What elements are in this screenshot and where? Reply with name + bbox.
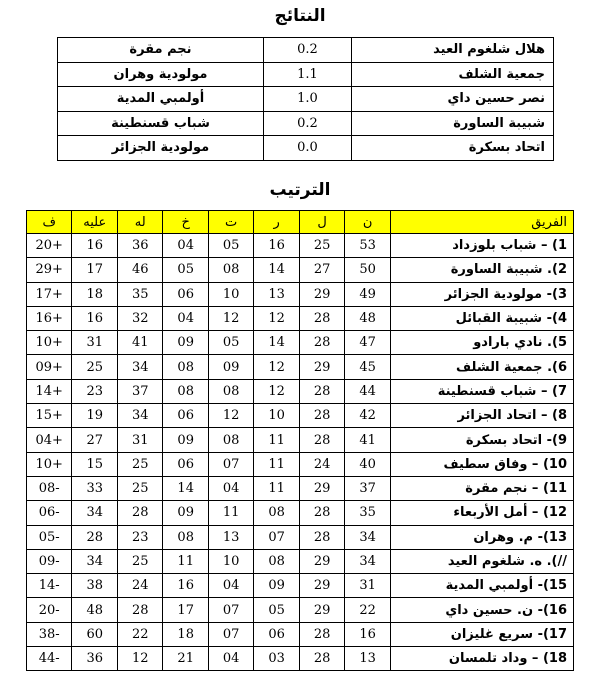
cell-goals-for: 23 <box>117 525 162 549</box>
standings-table <box>26 210 574 671</box>
cell-played: 29 <box>299 574 344 598</box>
cell-wins: 08 <box>254 549 299 573</box>
cell-goals-against: 48 <box>72 598 117 622</box>
cell-goals-against: 38 <box>72 574 117 598</box>
cell-losses: 09 <box>163 428 208 452</box>
cell-wins: 16 <box>254 234 299 258</box>
cell-losses: 08 <box>163 525 208 549</box>
cell-wins: 08 <box>254 501 299 525</box>
result-row <box>58 38 554 63</box>
cell-losses: 14 <box>163 476 208 500</box>
standings-row <box>27 525 574 549</box>
cell-points: 45 <box>345 355 390 379</box>
cell-team: 4)- شبيبة القبائل <box>390 306 573 330</box>
cell-draws: 04 <box>208 476 253 500</box>
cell-goals-for: 34 <box>117 355 162 379</box>
cell-goal-diff: 08- <box>27 476 72 500</box>
cell-goal-diff: 10+ <box>27 331 72 355</box>
cell-team: 15)- أولمبي المدية <box>390 574 573 598</box>
standings-row <box>27 234 574 258</box>
header-goal-diff: ف <box>27 211 72 234</box>
standings-row <box>27 331 574 355</box>
cell-goal-diff: 14- <box>27 574 72 598</box>
away-team: أولمبي المدية <box>58 87 264 112</box>
cell-team: 10) – وفاق سطيف <box>390 452 573 476</box>
cell-goal-diff: 09- <box>27 549 72 573</box>
cell-team: 5). نادي بارادو <box>390 331 573 355</box>
standings-row <box>27 258 574 282</box>
header-goals-against: عليه <box>72 211 117 234</box>
standings-title: الترتيب <box>269 180 331 200</box>
standings-row <box>27 574 574 598</box>
cell-losses: 04 <box>163 234 208 258</box>
cell-goals-against: 17 <box>72 258 117 282</box>
cell-losses: 09 <box>163 331 208 355</box>
home-team: نصر حسين داي <box>352 87 554 112</box>
cell-goal-diff: 10+ <box>27 452 72 476</box>
cell-wins: 03 <box>254 647 299 671</box>
cell-losses: 21 <box>163 647 208 671</box>
cell-wins: 06 <box>254 622 299 646</box>
cell-losses: 18 <box>163 622 208 646</box>
cell-goals-against: 23 <box>72 379 117 403</box>
cell-played: 29 <box>299 598 344 622</box>
cell-played: 24 <box>299 452 344 476</box>
cell-draws: 08 <box>208 258 253 282</box>
match-score: 0.2 <box>264 111 352 136</box>
cell-wins: 05 <box>254 598 299 622</box>
cell-team: 12) – أمل الأربعاء <box>390 501 573 525</box>
cell-played: 25 <box>299 234 344 258</box>
cell-wins: 13 <box>254 282 299 306</box>
cell-goals-against: 60 <box>72 622 117 646</box>
cell-played: 29 <box>299 282 344 306</box>
home-team: جمعية الشلف <box>352 62 554 87</box>
cell-wins: 10 <box>254 404 299 428</box>
cell-played: 28 <box>299 379 344 403</box>
standings-row <box>27 549 574 573</box>
cell-draws: 07 <box>208 598 253 622</box>
cell-goals-against: 15 <box>72 452 117 476</box>
cell-goals-for: 37 <box>117 379 162 403</box>
cell-points: 22 <box>345 598 390 622</box>
cell-goals-for: 41 <box>117 331 162 355</box>
result-row <box>58 62 554 87</box>
cell-wins: 12 <box>254 379 299 403</box>
home-team: هلال شلغوم العيد <box>352 38 554 63</box>
standings-row <box>27 476 574 500</box>
header-losses: خ <box>163 211 208 234</box>
cell-draws: 11 <box>208 501 253 525</box>
cell-goals-against: 18 <box>72 282 117 306</box>
standings-row <box>27 428 574 452</box>
cell-losses: 08 <box>163 379 208 403</box>
cell-wins: 11 <box>254 452 299 476</box>
cell-points: 44 <box>345 379 390 403</box>
cell-goals-against: 25 <box>72 355 117 379</box>
cell-played: 27 <box>299 258 344 282</box>
cell-goals-against: 36 <box>72 647 117 671</box>
cell-wins: 12 <box>254 355 299 379</box>
cell-goal-diff: 20+ <box>27 234 72 258</box>
cell-team: 8) – اتحاد الجزائر <box>390 404 573 428</box>
cell-goals-against: 31 <box>72 331 117 355</box>
cell-points: 31 <box>345 574 390 598</box>
cell-goal-diff: 38- <box>27 622 72 646</box>
cell-points: 35 <box>345 501 390 525</box>
cell-wins: 12 <box>254 306 299 330</box>
cell-played: 28 <box>299 647 344 671</box>
cell-wins: 11 <box>254 476 299 500</box>
cell-draws: 04 <box>208 647 253 671</box>
cell-goals-for: 31 <box>117 428 162 452</box>
cell-played: 29 <box>299 549 344 573</box>
cell-team: 11) – نجم مقرة <box>390 476 573 500</box>
standings-row <box>27 306 574 330</box>
header-played: ل <box>299 211 344 234</box>
result-row <box>58 87 554 112</box>
cell-points: 41 <box>345 428 390 452</box>
cell-goal-diff: 14+ <box>27 379 72 403</box>
cell-draws: 12 <box>208 306 253 330</box>
cell-losses: 06 <box>163 452 208 476</box>
cell-goal-diff: 44- <box>27 647 72 671</box>
home-team: شبيبة الساورة <box>352 111 554 136</box>
cell-points: 49 <box>345 282 390 306</box>
standings-header-row <box>27 211 574 234</box>
cell-losses: 16 <box>163 574 208 598</box>
cell-goal-diff: 05- <box>27 525 72 549</box>
cell-wins: 09 <box>254 574 299 598</box>
cell-goals-for: 25 <box>117 476 162 500</box>
cell-points: 37 <box>345 476 390 500</box>
cell-goals-against: 28 <box>72 525 117 549</box>
cell-losses: 11 <box>163 549 208 573</box>
header-goals-for: له <box>117 211 162 234</box>
cell-losses: 06 <box>163 404 208 428</box>
cell-played: 29 <box>299 355 344 379</box>
standings-row <box>27 355 574 379</box>
cell-points: 34 <box>345 525 390 549</box>
cell-goals-for: 28 <box>117 598 162 622</box>
cell-draws: 07 <box>208 622 253 646</box>
standings-row <box>27 622 574 646</box>
cell-team: 3)- مولودية الجزائر <box>390 282 573 306</box>
cell-team: 7) – شباب قسنطينة <box>390 379 573 403</box>
cell-goals-for: 28 <box>117 501 162 525</box>
cell-played: 28 <box>299 306 344 330</box>
away-team: مولودية الجزائر <box>58 136 264 161</box>
cell-goals-for: 32 <box>117 306 162 330</box>
cell-goal-diff: 15+ <box>27 404 72 428</box>
cell-points: 40 <box>345 452 390 476</box>
cell-goals-for: 34 <box>117 404 162 428</box>
cell-team: 17)- سريع غليزان <box>390 622 573 646</box>
cell-draws: 10 <box>208 282 253 306</box>
cell-goals-against: 34 <box>72 501 117 525</box>
cell-goals-for: 12 <box>117 647 162 671</box>
cell-played: 28 <box>299 331 344 355</box>
cell-points: 47 <box>345 331 390 355</box>
cell-team: 9)- اتحاد بسكرة <box>390 428 573 452</box>
cell-losses: 09 <box>163 501 208 525</box>
cell-draws: 12 <box>208 404 253 428</box>
cell-points: 48 <box>345 306 390 330</box>
header-draws: ت <box>208 211 253 234</box>
header-team: الفريق <box>390 211 573 234</box>
standings-row <box>27 379 574 403</box>
cell-wins: 14 <box>254 331 299 355</box>
standings-row <box>27 452 574 476</box>
cell-wins: 14 <box>254 258 299 282</box>
cell-goal-diff: 16+ <box>27 306 72 330</box>
cell-played: 28 <box>299 622 344 646</box>
standings-row <box>27 501 574 525</box>
standings-row <box>27 598 574 622</box>
cell-goals-for: 46 <box>117 258 162 282</box>
cell-goal-diff: 17+ <box>27 282 72 306</box>
cell-team: //). ه. شلغوم العيد <box>390 549 573 573</box>
cell-points: 50 <box>345 258 390 282</box>
cell-draws: 08 <box>208 379 253 403</box>
cell-goal-diff: 06- <box>27 501 72 525</box>
cell-points: 34 <box>345 549 390 573</box>
cell-played: 28 <box>299 525 344 549</box>
header-wins: ر <box>254 211 299 234</box>
cell-points: 13 <box>345 647 390 671</box>
results-title: النتائج <box>274 6 326 26</box>
cell-goal-diff: 09+ <box>27 355 72 379</box>
cell-draws: 08 <box>208 428 253 452</box>
cell-goals-against: 27 <box>72 428 117 452</box>
cell-goals-for: 22 <box>117 622 162 646</box>
cell-goals-for: 24 <box>117 574 162 598</box>
match-score: 0.2 <box>264 38 352 63</box>
cell-losses: 04 <box>163 306 208 330</box>
cell-played: 28 <box>299 404 344 428</box>
home-team: اتحاد بسكرة <box>352 136 554 161</box>
away-team: شباب قسنطينة <box>58 111 264 136</box>
cell-goals-for: 25 <box>117 549 162 573</box>
cell-draws: 05 <box>208 234 253 258</box>
cell-goals-against: 33 <box>72 476 117 500</box>
cell-points: 16 <box>345 622 390 646</box>
cell-points: 53 <box>345 234 390 258</box>
cell-team: 18) – وداد تلمسان <box>390 647 573 671</box>
cell-team: 6). جمعية الشلف <box>390 355 573 379</box>
cell-played: 28 <box>299 428 344 452</box>
cell-team: 13)- م. وهران <box>390 525 573 549</box>
cell-goal-diff: 29+ <box>27 258 72 282</box>
cell-losses: 06 <box>163 282 208 306</box>
standings-row <box>27 404 574 428</box>
cell-wins: 07 <box>254 525 299 549</box>
cell-goals-against: 34 <box>72 549 117 573</box>
cell-goals-against: 16 <box>72 234 117 258</box>
cell-draws: 10 <box>208 549 253 573</box>
cell-team: 2). شبيبة الساورة <box>390 258 573 282</box>
away-team: مولودية وهران <box>58 62 264 87</box>
results-table <box>57 37 554 161</box>
cell-goals-for: 35 <box>117 282 162 306</box>
match-score: 1.1 <box>264 62 352 87</box>
cell-draws: 05 <box>208 331 253 355</box>
result-row <box>58 111 554 136</box>
cell-draws: 09 <box>208 355 253 379</box>
cell-goals-for: 36 <box>117 234 162 258</box>
cell-losses: 08 <box>163 355 208 379</box>
cell-goals-against: 19 <box>72 404 117 428</box>
match-score: 0.0 <box>264 136 352 161</box>
cell-wins: 11 <box>254 428 299 452</box>
result-row <box>58 136 554 161</box>
cell-played: 29 <box>299 476 344 500</box>
away-team: نجم مقرة <box>58 38 264 63</box>
cell-goals-for: 25 <box>117 452 162 476</box>
cell-losses: 17 <box>163 598 208 622</box>
cell-played: 28 <box>299 501 344 525</box>
cell-draws: 04 <box>208 574 253 598</box>
cell-goal-diff: 20- <box>27 598 72 622</box>
cell-goals-against: 16 <box>72 306 117 330</box>
cell-points: 42 <box>345 404 390 428</box>
cell-team: 1) – شباب بلوزداد <box>390 234 573 258</box>
match-score: 1.0 <box>264 87 352 112</box>
header-points: ن <box>345 211 390 234</box>
cell-losses: 05 <box>163 258 208 282</box>
cell-goal-diff: 04+ <box>27 428 72 452</box>
cell-draws: 07 <box>208 452 253 476</box>
standings-row <box>27 282 574 306</box>
cell-team: 16)- ن. حسين داي <box>390 598 573 622</box>
standings-row <box>27 647 574 671</box>
cell-draws: 13 <box>208 525 253 549</box>
